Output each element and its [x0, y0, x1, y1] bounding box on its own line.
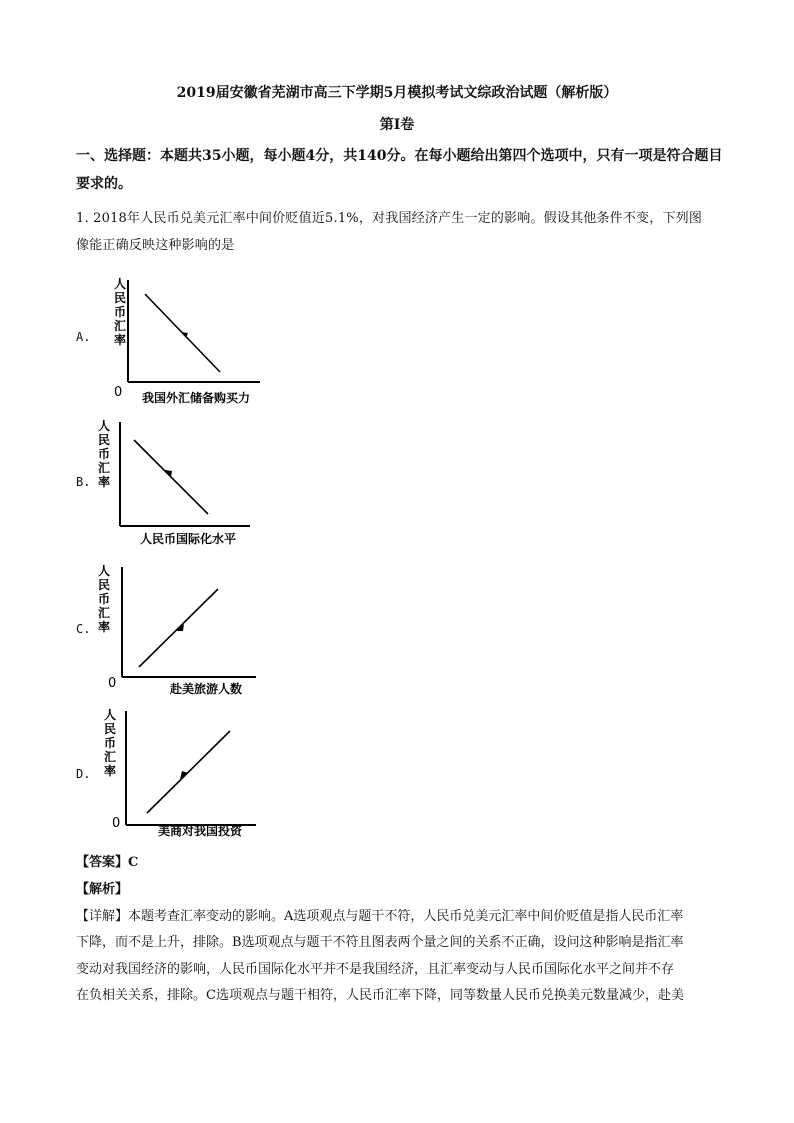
part-instructions-line-1: 一、选择题：本题共35小题，每小题4分，共140分。在每小题给出第四个选项中，只有一项是符合题目	[76, 148, 723, 164]
option-c-chart	[94, 563, 294, 701]
option-d-label: D.	[76, 767, 91, 781]
option-b-arrow	[165, 470, 172, 477]
option-c-arrow	[176, 624, 184, 631]
section-heading: 第Ⅰ卷	[379, 117, 415, 133]
option-d-ylabel: 人民币汇率	[104, 708, 117, 778]
option-c-origin: 0	[108, 676, 117, 691]
option-a-chart	[100, 272, 300, 410]
option-d-data-line	[147, 731, 230, 813]
option-c-data-line	[139, 589, 218, 667]
analysis-line-3: 变动对我国经济的影响，人民币国际化水平并不是我国经济，且汇率变动与人民币国际化水平之间并不存	[76, 962, 675, 977]
answer-heading: 【答案】C	[76, 855, 139, 870]
question-1-line-2: 像能正确反映这种影响的是	[76, 238, 235, 253]
option-b-xlabel: 人民币国际化水平	[140, 532, 237, 546]
option-b-chart	[94, 418, 294, 553]
option-d-origin: 0	[112, 816, 121, 831]
document-title: 2019届安徽省芜湖市高三下学期5月模拟考试文综政治试题（解析版）	[176, 85, 618, 101]
analysis-line-4: 在负相关关系，排除。C选项观点与题干相符，人民币汇率下降，同等数量人民币兑换美元数量减少，赴美	[76, 988, 684, 1003]
analysis-line-1: 【详解】本题考查汇率变动的影响。A选项观点与题干不符，人民币兑美元汇率中间价贬值是指人民币汇率	[76, 909, 684, 924]
option-b-ylabel: 人民币汇率	[98, 419, 111, 489]
option-d-chart	[100, 707, 300, 842]
option-a-xlabel: 我国外汇储备购买力	[142, 391, 251, 405]
option-d-arrow	[180, 771, 188, 779]
option-a-origin: 0	[114, 385, 123, 400]
option-d-xlabel: 美商对我国投资	[158, 824, 243, 838]
part-instructions-line-2: 要求的。	[76, 176, 132, 192]
analysis-heading: 【解析】	[76, 882, 129, 897]
option-c-xlabel: 赴美旅游人数	[170, 682, 243, 696]
option-c-label: C.	[76, 622, 91, 636]
option-a-label: A.	[76, 330, 91, 344]
option-a-ylabel: 人民币汇率	[114, 277, 127, 347]
option-b-label: B.	[76, 475, 91, 489]
analysis-line-2: 下降，而不是上升，排除。B选项观点与题干不符且图表两个量之间的关系不正确，设问这种影响是指汇率	[76, 935, 684, 950]
option-c-ylabel: 人民币汇率	[98, 564, 111, 634]
question-1-line-1: 1. 2018年人民币兑美元汇率中间价贬值近5.1%，对我国经济产生一定的影响。假设其他条件不变，下列图	[76, 211, 703, 226]
